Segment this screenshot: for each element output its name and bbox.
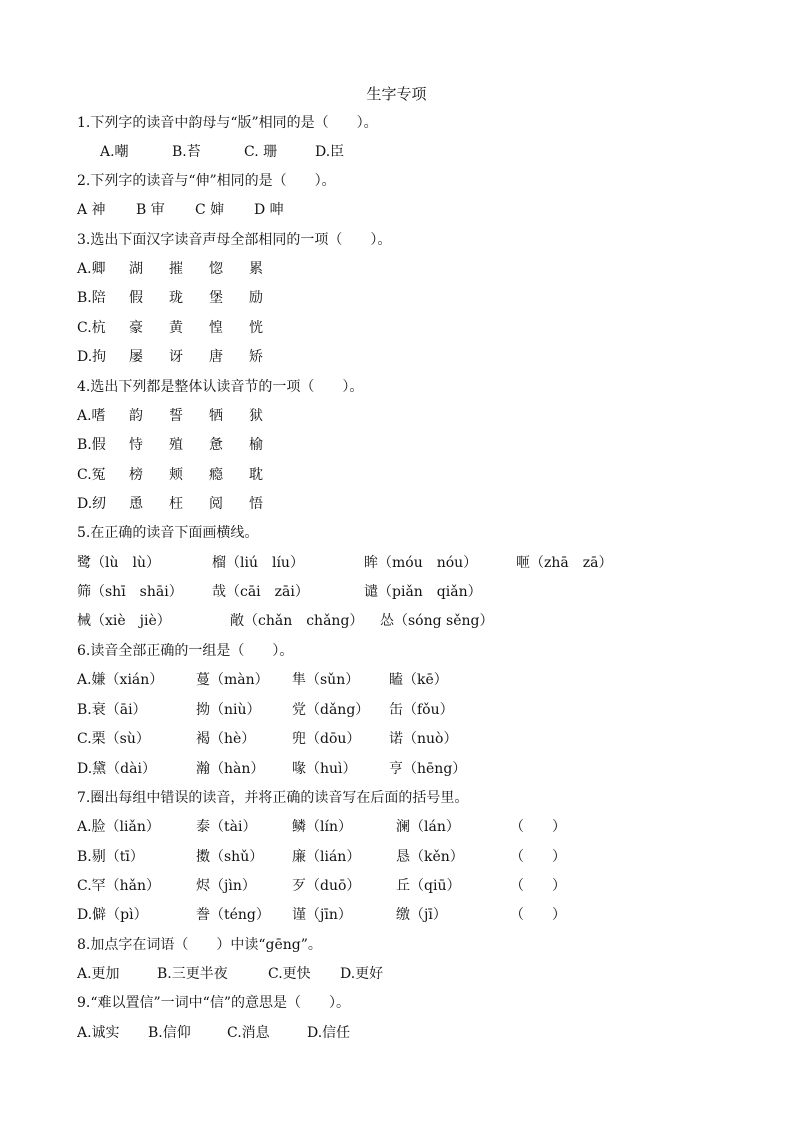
q3-row-a-item: 湖 [129, 261, 143, 277]
q7-answer-blank: （ ） [510, 878, 566, 894]
question-5-stem: 5.在正确的读音下面画横线。 [77, 525, 259, 541]
q4-row-b-item: 惫 [209, 437, 223, 453]
q4-row-d-item: 悟 [249, 496, 263, 512]
q5-pinyin-item: 眸（móu nóu） [364, 555, 478, 571]
question-2-stem: 2.下列字的读音与“伸”相同的是（ ）。 [77, 173, 336, 189]
q6-pinyin-item: 隼（sǔn） [292, 672, 360, 688]
q5-pinyin-item: 咂（zhā zā） [516, 555, 613, 571]
q6-pinyin-item: 兜（dōu） [292, 731, 361, 747]
question-1-stem: 1.下列字的读音中韵母与“版”相同的是（ ）。 [77, 115, 378, 131]
q4-row-d-item: 恿 [129, 496, 143, 512]
q7-pinyin-item: 擞（shǔ） [196, 849, 264, 865]
question-8-stem: 8.加点字在词语（ ）中读“gēng”。 [77, 937, 322, 953]
q6-pinyin-item: 拗（niù） [196, 702, 261, 718]
q1-option-c: C. 珊 [244, 144, 278, 160]
q5-pinyin-item: 怂（sóng sěng） [380, 613, 494, 629]
q3-row-d-item: D.拘 [77, 349, 107, 365]
q6-pinyin-item: 褐（hè） [196, 731, 256, 747]
q7-pinyin-item: B.剔（tī） [77, 849, 144, 865]
q3-row-c-item: 豪 [129, 320, 143, 336]
q4-row-d-item: 枉 [169, 496, 183, 512]
question-9-stem: 9.“难以置信”一词中“信”的意思是（ ）。 [77, 995, 350, 1011]
q7-pinyin-item: A.脸（liǎn） [77, 819, 160, 835]
q6-pinyin-item: 喙（huì） [292, 761, 357, 777]
q9-option-a: A.诚实 [77, 1025, 120, 1041]
q7-answer-blank: （ ） [510, 907, 566, 923]
question-6-stem: 6.读音全部正确的一组是（ ）。 [77, 643, 294, 659]
q8-option-c: C.更快 [268, 966, 311, 982]
q3-row-d-item: 讶 [169, 349, 183, 365]
q4-row-c-item: 瘾 [209, 467, 223, 483]
q7-pinyin-item: 丘（qiū） [396, 878, 461, 894]
q5-pinyin-item: 谴（piǎn qiǎn） [364, 584, 482, 600]
q5-pinyin-item: 鹭（lù lù） [77, 555, 160, 571]
q7-pinyin-item: D.僻（pì） [77, 907, 148, 923]
q6-pinyin-item: A.嫌（xián） [77, 672, 164, 688]
q6-pinyin-item: 亨（hēng） [389, 761, 467, 777]
q3-row-b-item: 假 [129, 290, 143, 306]
q7-pinyin-item: 泰（tài） [196, 819, 257, 835]
q3-row-a-item: 惚 [209, 261, 223, 277]
q4-row-b-item: B.假 [77, 437, 106, 453]
q6-pinyin-item: 蔓（màn） [196, 672, 269, 688]
q3-row-b-item: 堡 [209, 290, 223, 306]
q7-answer-blank: （ ） [510, 849, 566, 865]
q4-row-c-item: 颊 [169, 467, 183, 483]
q8-option-b: B.三更半夜 [157, 966, 228, 982]
q7-pinyin-item: 恳（kěn） [396, 849, 464, 865]
q7-pinyin-item: 歹（duō） [292, 878, 361, 894]
question-4-stem: 4.选出下列都是整体认读音节的一项（ ）。 [77, 379, 364, 395]
q4-row-b-item: 榆 [249, 437, 263, 453]
q7-pinyin-item: 缴（jī） [396, 907, 447, 923]
q5-pinyin-item: 哉（cāi zāi） [212, 584, 309, 600]
q4-row-d-item: D.纫 [77, 496, 107, 512]
q2-option-a: A 神 [77, 202, 106, 218]
q9-option-d: D.信任 [307, 1025, 351, 1041]
q6-pinyin-item: 缶（fǒu） [389, 702, 454, 718]
q4-row-c-item: C.冤 [77, 467, 106, 483]
q5-pinyin-item: 筛（shī shāi） [77, 584, 183, 600]
q3-row-a-item: 累 [249, 261, 263, 277]
q6-pinyin-item: 党（dǎng） [292, 702, 370, 718]
q4-row-c-item: 榜 [129, 467, 143, 483]
q1-option-d: D.臣 [315, 144, 345, 160]
q2-option-b: B 审 [136, 202, 165, 218]
q3-row-b-item: B.陪 [77, 290, 106, 306]
q4-row-c-item: 耽 [249, 467, 263, 483]
q8-option-a: A.更加 [77, 966, 120, 982]
q6-pinyin-item: 瞌（kē） [389, 672, 448, 688]
q6-pinyin-item: D.黛（dài） [77, 761, 156, 777]
q3-row-a-item: 摧 [169, 261, 183, 277]
question-3-stem: 3.选出下面汉字读音声母全部相同的一项（ ）。 [77, 232, 392, 248]
q1-option-a: A.嘲 [100, 144, 129, 160]
q4-row-a-item: A.嗜 [77, 408, 106, 424]
q7-pinyin-item: 烬（jìn） [196, 878, 256, 894]
q6-pinyin-item: B.衰（āi） [77, 702, 147, 718]
q5-pinyin-item: 械（xiè jiè） [77, 613, 171, 629]
q3-row-d-item: 屡 [129, 349, 143, 365]
q2-option-d: D 呻 [254, 202, 284, 218]
q3-row-c-item: 恍 [249, 320, 263, 336]
q7-pinyin-item: 澜（lán） [396, 819, 460, 835]
q1-option-b: B.苔 [172, 144, 201, 160]
q3-row-c-item: 惶 [209, 320, 223, 336]
q3-row-d-item: 矫 [249, 349, 263, 365]
q9-option-b: B.信仰 [148, 1025, 191, 1041]
q6-pinyin-item: 瀚（hàn） [196, 761, 265, 777]
q4-row-a-item: 韵 [129, 408, 143, 424]
page-title: 生字专项 [366, 85, 427, 103]
question-7-stem: 7.圈出每组中错误的读音，并将正确的读音写在后面的括号里。 [77, 790, 469, 806]
q4-row-a-item: 牺 [209, 408, 223, 424]
q3-row-b-item: 珑 [169, 290, 183, 306]
q4-row-a-item: 誓 [169, 408, 183, 424]
q7-answer-blank: （ ） [510, 819, 566, 835]
q3-row-b-item: 励 [249, 290, 263, 306]
q9-option-c: C.消息 [227, 1025, 270, 1041]
q7-pinyin-item: C.罕（hǎn） [77, 878, 161, 894]
q3-row-c-item: 黄 [169, 320, 183, 336]
q4-row-b-item: 殖 [169, 437, 183, 453]
q3-row-a-item: A.卿 [77, 261, 106, 277]
q7-pinyin-item: 鳞（lín） [292, 819, 352, 835]
q7-pinyin-item: 谨（jīn） [292, 907, 352, 923]
q4-row-d-item: 阅 [209, 496, 223, 512]
q2-option-c: C 婶 [195, 202, 225, 218]
q6-pinyin-item: C.栗（sù） [77, 731, 150, 747]
q8-option-d: D.更好 [340, 966, 384, 982]
q4-row-b-item: 恃 [129, 437, 143, 453]
q7-pinyin-item: 誊（téng） [196, 907, 270, 923]
q3-row-d-item: 唐 [209, 349, 223, 365]
q5-pinyin-item: 榴（liú líu） [212, 555, 304, 571]
q5-pinyin-item: 敞（chǎn chǎng） [230, 613, 364, 629]
q7-pinyin-item: 廉（lián） [292, 849, 361, 865]
q4-row-a-item: 狱 [249, 408, 263, 424]
q6-pinyin-item: 诺（nuò） [389, 731, 458, 747]
q3-row-c-item: C.杭 [77, 320, 106, 336]
